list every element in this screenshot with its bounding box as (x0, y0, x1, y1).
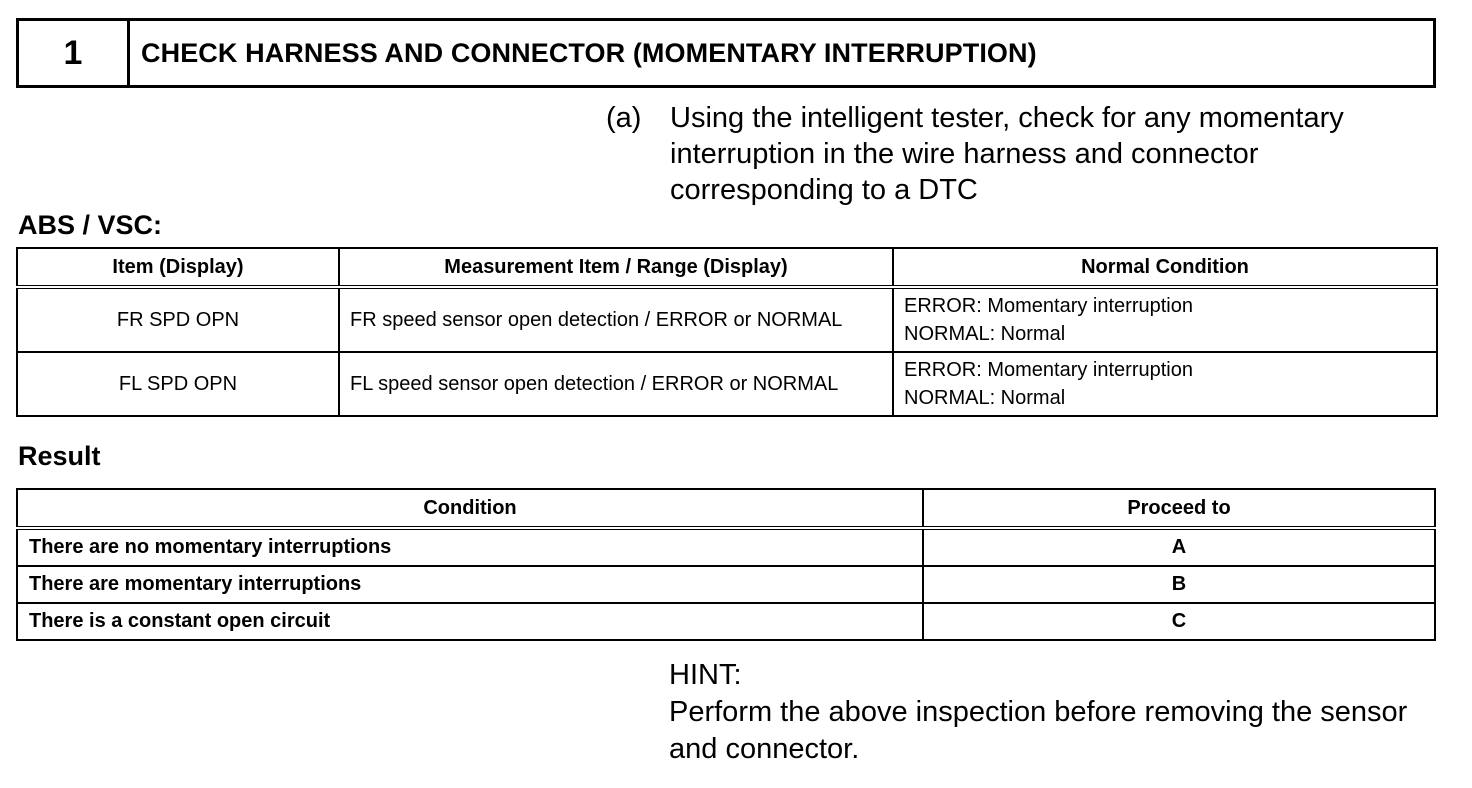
normal-condition-normal: NORMAL: Normal (904, 387, 1066, 409)
step-number: 1 (19, 21, 130, 85)
normal-condition-cell (893, 352, 1437, 416)
item-cell: FL SPD OPN (17, 352, 339, 416)
result-heading: Result (18, 441, 101, 471)
column-header-proceed-to: Proceed to (923, 489, 1435, 528)
instruction-text: Using the intelligent tester, check for any momentary interruption in the wire harness and connector corresponding to a DTC (670, 102, 1344, 206)
hint-block (669, 657, 1429, 768)
condition-cell: There are no momentary interruptions (17, 528, 923, 566)
table-row (17, 566, 1435, 603)
table-row (17, 352, 1437, 416)
hint-text: Perform the above inspection before removing the sensor and connector. (669, 696, 1408, 765)
condition-cell: There is a constant open circuit (17, 603, 923, 640)
normal-condition-normal: NORMAL: Normal (904, 323, 1066, 345)
abs-vsc-heading: ABS / VSC: (18, 210, 163, 240)
step-title: CHECK HARNESS AND CONNECTOR (MOMENTARY INTERRUPTION) (141, 37, 1037, 68)
table-row (17, 603, 1435, 640)
column-header-item: Item (Display) (17, 248, 339, 287)
column-header-normal-condition: Normal Condition (893, 248, 1437, 287)
condition-cell: There are momentary interruptions (17, 566, 923, 603)
column-header-measurement: Measurement Item / Range (Display) (339, 248, 893, 287)
proceed-cell: B (923, 566, 1435, 603)
measurement-cell: FL speed sensor open detection / ERROR or NORMAL (339, 352, 893, 416)
table-header-row (17, 248, 1437, 287)
table-row (17, 287, 1437, 352)
instruction-marker: (a) (606, 102, 642, 134)
column-header-condition: Condition (17, 489, 923, 528)
abs-vsc-table (16, 247, 1438, 417)
table-row (17, 528, 1435, 566)
result-table (16, 488, 1436, 641)
normal-condition-cell (893, 287, 1437, 352)
normal-condition-error: ERROR: Momentary interruption (904, 295, 1193, 317)
proceed-cell: A (923, 528, 1435, 566)
step-header (16, 18, 1436, 88)
item-cell: FR SPD OPN (17, 287, 339, 352)
measurement-cell: FR speed sensor open detection / ERROR or NORMAL (339, 287, 893, 352)
normal-condition-error: ERROR: Momentary interruption (904, 359, 1193, 381)
hint-label: HINT: (669, 659, 742, 691)
instruction-a (606, 100, 1426, 208)
proceed-cell: C (923, 603, 1435, 640)
table-header-row (17, 489, 1435, 528)
